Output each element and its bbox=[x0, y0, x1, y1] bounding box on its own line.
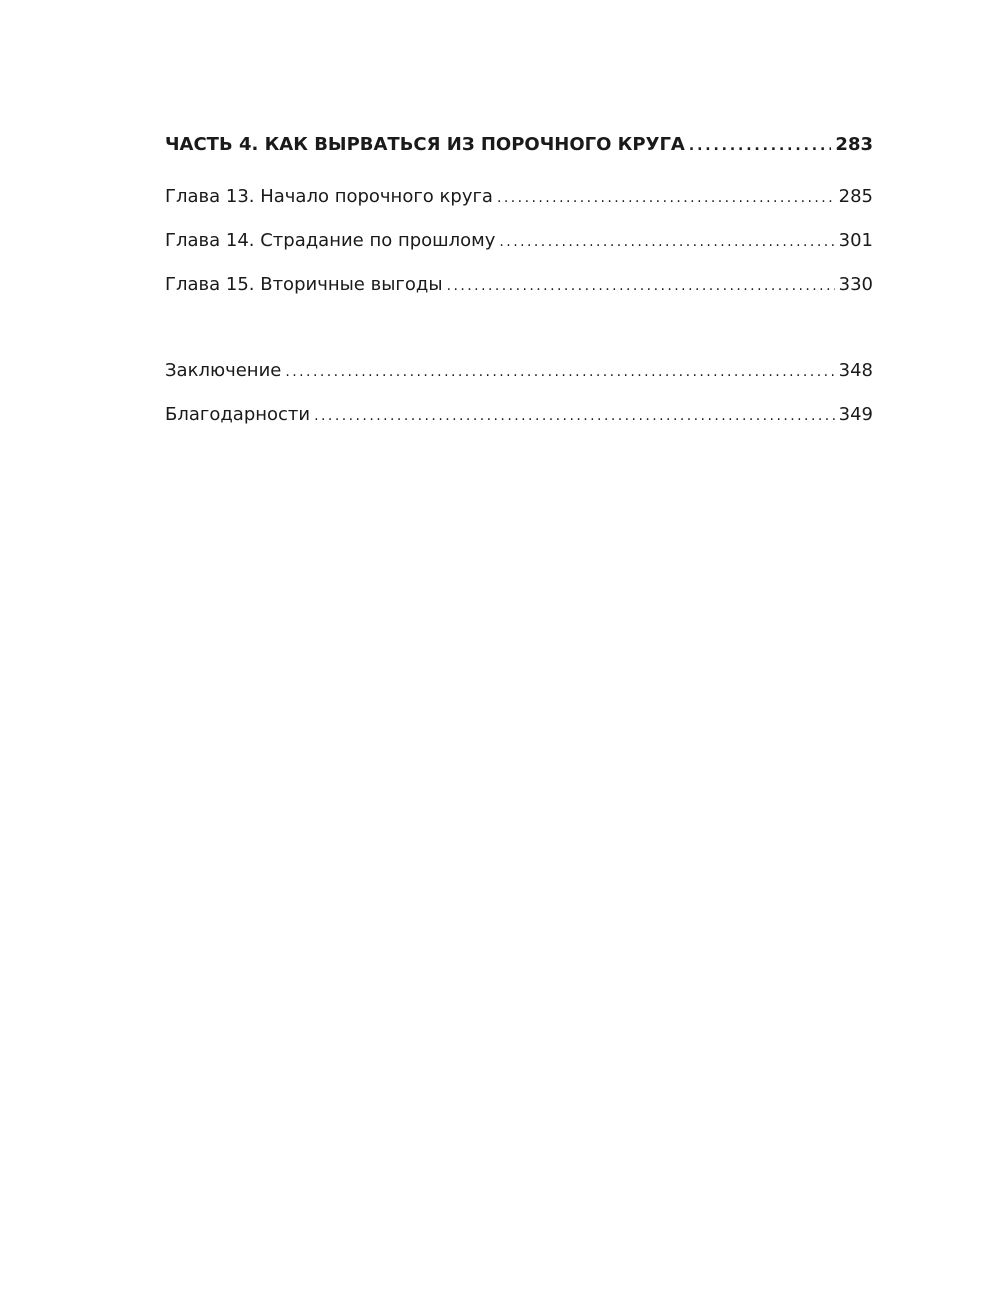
toc-part-entry bbox=[165, 130, 873, 182]
dot-leader bbox=[314, 401, 835, 431]
toc-end-page: 348 bbox=[838, 360, 873, 381]
dot-leader bbox=[285, 357, 834, 387]
toc-chapter-title: Глава 13. Начало порочного круга bbox=[165, 186, 493, 207]
dot-leader bbox=[499, 227, 834, 257]
toc-chapter-title: Глава 15. Вторичные выгоды bbox=[165, 274, 443, 295]
toc-part-page: 283 bbox=[835, 134, 873, 155]
toc-end-title: Благодарности bbox=[165, 404, 311, 425]
toc-chapter-entry bbox=[165, 226, 873, 270]
toc-chapter-entry bbox=[165, 182, 873, 226]
toc-end-entry bbox=[165, 356, 873, 400]
toc-chapter-page: 301 bbox=[838, 230, 873, 251]
toc-end-title: Заключение bbox=[165, 360, 282, 381]
toc-part-title: ЧАСТЬ 4. КАК ВЫРВАТЬСЯ ИЗ ПОРОЧНОГО КРУГА bbox=[165, 134, 685, 155]
toc-chapter-page: 330 bbox=[838, 274, 873, 295]
toc-chapter-page: 285 bbox=[838, 186, 873, 207]
dot-leader bbox=[447, 271, 835, 301]
dot-leader bbox=[689, 131, 832, 161]
table-of-contents bbox=[165, 130, 873, 444]
toc-chapter-title: Глава 14. Страдание по прошлому bbox=[165, 230, 496, 251]
toc-end-entry bbox=[165, 400, 873, 444]
section-gap bbox=[165, 314, 873, 356]
toc-end-page: 349 bbox=[838, 404, 873, 425]
dot-leader bbox=[497, 183, 835, 213]
toc-chapter-entry bbox=[165, 270, 873, 314]
